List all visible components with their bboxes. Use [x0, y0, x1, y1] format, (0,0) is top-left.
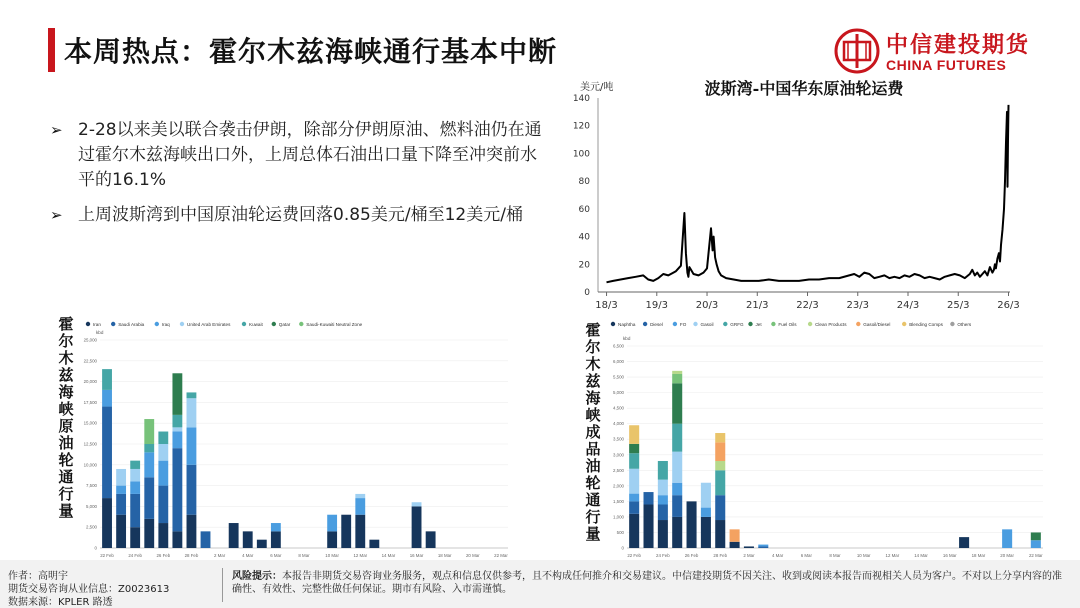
bar-segment [629, 453, 639, 469]
x-tick-label: 8 Mar [298, 553, 310, 558]
x-tick-label: 10 Mar [856, 553, 871, 558]
bar-segment [715, 442, 725, 461]
crude-tanker-side-title: 霍尔木兹海峡原油轮通行量 [58, 315, 74, 520]
bar-segment [144, 519, 154, 548]
bar-segment [355, 494, 365, 498]
y-tick-label: 6,000 [613, 359, 624, 365]
bar-segment [327, 515, 337, 532]
page-title: 本周热点：霍尔木兹海峡通行基本中断 [64, 35, 558, 68]
x-tick-label: 6 Mar [800, 553, 812, 558]
bar-segment [201, 531, 211, 548]
x-tick-label: 21/3 [746, 300, 769, 311]
footer-risk-text: 本报告非期货交易咨询业务服务，观点和信息仅供参考，且不构成任何推介和交易建议。中信建投期货不因关注、收到或阅读本报告而视相关人员为客户。不对以上分享内容的准确性、有效性、完整性做任何保证。期市有风险、入市需谨慎。 [232, 571, 1062, 595]
x-tick-label: 16 Mar [942, 553, 957, 558]
bar-segment [102, 369, 112, 390]
bar-segment [144, 452, 154, 477]
bar-segment [229, 523, 239, 548]
legend-label: Jet [755, 322, 762, 327]
x-tick-label: 2 Mar [743, 553, 755, 558]
bar-segment [130, 494, 140, 527]
bar-segment [172, 448, 182, 531]
legend-label: Others [957, 322, 972, 327]
bar-segment [355, 515, 365, 548]
y-tick-label: 3,500 [613, 436, 624, 442]
bar-segment [715, 470, 725, 495]
y-tick-label: 3,000 [613, 452, 624, 458]
freight-line-chart [560, 76, 1020, 316]
x-tick-label: 18 Mar [971, 553, 986, 558]
x-tick-label: 22/3 [796, 300, 819, 311]
y-tick-label: 100 [572, 149, 590, 160]
legend-label: Clean Products [815, 322, 847, 327]
x-tick-label: 16 Mar [409, 553, 424, 558]
y-tick-label: 80 [578, 177, 590, 188]
legend-swatch [673, 322, 677, 326]
bar-segment [701, 483, 711, 508]
y-tick-label: 5,500 [613, 374, 624, 380]
x-tick-label: 20 Mar [465, 553, 480, 558]
freight-series-line [607, 105, 1009, 282]
bar-segment [658, 480, 668, 496]
legend-label: Diesel [650, 322, 663, 327]
bar-segment [172, 415, 182, 427]
bar-segment [672, 371, 682, 374]
product-tanker-side-title: 霍尔木兹海峡成品油轮通行量 [585, 321, 601, 543]
y-tick-label: 1,500 [613, 498, 624, 504]
bar-segment [1031, 532, 1041, 540]
y-tick-label: 12,500 [83, 441, 97, 447]
legend-swatch [611, 322, 615, 326]
bar-segment [257, 540, 267, 548]
bar-segment [644, 504, 654, 548]
bar-segment [158, 486, 168, 523]
y-tick-label: 5,000 [613, 390, 624, 396]
bullet-item [50, 118, 550, 193]
x-tick-label: 4 Mar [242, 553, 254, 558]
bar-segment [629, 469, 639, 494]
bullet-item [50, 203, 550, 228]
legend-label: Kuwait [249, 322, 263, 327]
bar-segment [629, 501, 639, 513]
legend-swatch [643, 322, 647, 326]
bar-segment [412, 506, 422, 548]
bar-segment [1002, 529, 1012, 548]
x-tick-label: 22 Mar [494, 553, 508, 558]
bar-segment [730, 542, 740, 548]
x-tick-label: 22 Feb [627, 553, 642, 558]
bar-segment [130, 527, 140, 548]
bar-segment [1031, 540, 1041, 548]
logo-name-cn: 中信建投期货 [886, 33, 1031, 58]
y-axis-unit-label: kbd [96, 330, 104, 335]
bar-segment [172, 531, 182, 548]
bar-segment [116, 494, 126, 515]
y-tick-label: 2,000 [613, 483, 624, 489]
bar-segment [187, 392, 197, 398]
bar-segment [644, 492, 654, 504]
x-tick-label: 19/3 [645, 300, 669, 311]
bar-segment [243, 531, 253, 548]
bar-segment [355, 498, 365, 515]
legend-swatch [771, 322, 775, 326]
legend-swatch [299, 322, 303, 326]
legend-label: GRFG [730, 322, 744, 327]
footer-risk-block [232, 570, 1062, 596]
bullet-arrow-icon: ➢ [50, 121, 63, 139]
y-tick-label: 25,000 [83, 337, 97, 343]
bar-segment [187, 465, 197, 515]
y-tick-label: 2,500 [86, 524, 97, 530]
bar-segment [102, 407, 112, 499]
bar-segment [701, 517, 711, 548]
bar-segment [715, 495, 725, 520]
x-tick-label: 25/3 [947, 300, 970, 311]
freight-line-chart-svg [560, 76, 1020, 316]
x-tick-label: 22 Mar [1028, 553, 1043, 558]
legend-label: Fuel Oils [778, 322, 797, 327]
y-tick-label: 5,000 [86, 503, 97, 509]
bar-segment [758, 546, 768, 548]
y-tick-label: 0 [621, 545, 624, 551]
x-tick-label: 24/3 [896, 300, 920, 311]
bar-segment [144, 419, 154, 444]
x-tick-label: 2 Mar [213, 553, 226, 558]
product-tanker-bar-chart [605, 316, 1045, 558]
legend-label: Qatar [278, 322, 291, 327]
footer-author-block [8, 570, 169, 608]
legend-swatch [272, 322, 276, 326]
x-tick-label: 6 Mar [270, 553, 282, 558]
legend-label: Gasoil/Diesel [863, 322, 891, 327]
y-tick-label: 4,500 [613, 405, 624, 411]
bar-segment [271, 531, 281, 548]
bar-segment [327, 531, 337, 548]
y-axis-unit-label: 美元/吨 [580, 82, 614, 93]
y-tick-label: 0 [94, 545, 97, 551]
product-tanker-bar-chart-svg [605, 316, 1045, 558]
bullet-text: 2-28以来美以联合袭击伊朗，除部分伊朗原油、燃料油仍在通过霍尔木兹海峡出口外，上周总体石油出口量下降至冲突前水平的16.1% [78, 120, 542, 190]
x-tick-label: 26 Feb [156, 553, 171, 558]
bar-segment [369, 540, 379, 548]
y-tick-label: 2,500 [613, 467, 624, 473]
x-tick-label: 14 Mar [381, 553, 396, 558]
x-tick-label: 20 Mar [1000, 553, 1014, 558]
x-tick-label: 14 Mar [914, 553, 928, 558]
bar-segment [130, 481, 140, 493]
bar-segment [758, 545, 768, 547]
crude-tanker-bar-chart-svg [80, 316, 510, 558]
x-tick-label: 26 Feb [684, 553, 699, 558]
legend-swatch [902, 322, 906, 326]
legend-swatch [155, 322, 159, 326]
logo-icon [834, 28, 880, 74]
x-tick-label: 20/3 [695, 300, 719, 311]
bar-segment [672, 374, 682, 383]
x-tick-label: 28 Feb [713, 553, 728, 558]
x-tick-label: 24 Feb [656, 553, 670, 558]
legend-label: FO [679, 322, 687, 327]
bar-segment [658, 504, 668, 520]
bar-segment [672, 495, 682, 517]
x-tick-label: 22 Feb [100, 553, 114, 558]
legend-swatch [748, 322, 752, 326]
bar-segment [715, 461, 725, 470]
bar-segment [130, 469, 140, 481]
bar-segment [187, 515, 197, 548]
bullet-arrow-icon: ➢ [50, 206, 63, 224]
bar-segment [672, 517, 682, 548]
bar-segment [959, 537, 969, 548]
footer [0, 560, 1080, 608]
legend-swatch [950, 322, 954, 326]
bar-segment [672, 483, 682, 495]
bar-segment [629, 444, 639, 453]
y-tick-label: 140 [572, 94, 590, 104]
title-accent-bar [48, 28, 55, 72]
bar-segment [658, 495, 668, 504]
bullet-list [50, 118, 550, 238]
legend-label: United Arab Emirates [187, 322, 231, 327]
legend-swatch [111, 322, 115, 326]
y-tick-label: 20 [578, 260, 590, 271]
x-tick-label: 8 Mar [829, 553, 841, 558]
y-tick-label: 40 [578, 232, 590, 243]
bar-segment [116, 486, 126, 494]
bar-segment [629, 425, 639, 444]
x-tick-label: 23/3 [846, 300, 869, 311]
footer-divider [222, 568, 223, 602]
y-tick-label: 10,000 [83, 462, 97, 468]
bar-segment [158, 432, 168, 444]
crude-tanker-bar-chart [80, 316, 510, 558]
bar-segment [271, 523, 281, 531]
legend-swatch [180, 322, 184, 326]
x-tick-label: 28 Feb [184, 553, 199, 558]
x-tick-label: 26/3 [997, 300, 1020, 311]
bar-segment [730, 529, 740, 541]
x-tick-label: 18/3 [595, 300, 618, 311]
logo-name-en: CHINA FUTURES [886, 57, 1007, 73]
bar-segment [629, 514, 639, 548]
legend-label: Naphtha [618, 322, 636, 327]
legend-label: Iraq [161, 322, 170, 327]
bar-segment [701, 508, 711, 517]
bar-segment [144, 477, 154, 519]
bullet-text: 上周波斯湾到中国原油轮运费回落0.85美元/桶至12美元/桶 [78, 205, 523, 225]
x-tick-label: 4 Mar [772, 553, 784, 558]
footer-license: 期货交易咨询从业信息：Z0023613 [8, 584, 170, 595]
legend-label: Iran [93, 322, 101, 327]
bar-segment [172, 432, 182, 449]
y-tick-label: 1,000 [613, 514, 624, 520]
y-tick-label: 15,000 [83, 420, 97, 426]
bar-segment [172, 427, 182, 431]
footer-author: 作者：高明宇 [8, 571, 68, 582]
bar-segment [130, 461, 140, 469]
y-tick-label: 120 [572, 121, 590, 132]
bar-segment [116, 469, 126, 486]
bar-segment [426, 531, 436, 548]
x-tick-label: 12 Mar [353, 553, 368, 558]
bar-segment [715, 520, 725, 548]
legend-swatch [693, 322, 697, 326]
x-tick-label: 18 Mar [437, 553, 452, 558]
legend-swatch [86, 322, 90, 326]
bar-segment [158, 461, 168, 486]
bar-segment [672, 452, 682, 483]
legend-label: Gasoil [700, 322, 714, 327]
x-tick-label: 24 Feb [128, 553, 143, 558]
legend-swatch [856, 322, 860, 326]
bar-segment [744, 546, 754, 548]
footer-source: 数据来源：KPLER 路透 [8, 597, 113, 608]
bar-segment [658, 461, 668, 480]
bar-segment [187, 427, 197, 464]
x-tick-label: 10 Mar [325, 553, 339, 558]
y-tick-label: 60 [578, 204, 590, 215]
bar-segment [144, 444, 154, 452]
bar-segment [658, 520, 668, 548]
bar-segment [715, 433, 725, 442]
y-tick-label: 7,500 [86, 483, 97, 489]
bar-segment [672, 424, 682, 452]
y-tick-label: 6,500 [613, 343, 624, 349]
y-axis-unit-label: kbd [623, 336, 631, 341]
company-logo [834, 28, 1034, 76]
footer-risk-label: 风险提示： [232, 571, 282, 582]
legend-swatch [242, 322, 246, 326]
bar-segment [341, 515, 351, 548]
y-tick-label: 500 [616, 529, 624, 535]
y-tick-label: 0 [584, 288, 590, 298]
bar-segment [102, 498, 112, 548]
legend-label: Blending Comps [909, 322, 943, 327]
legend-label: Saudi Arabia [118, 322, 145, 327]
bar-segment [412, 502, 422, 506]
legend-label: Saudi-Kuwaiti Neutral Zone [306, 322, 363, 327]
legend-swatch [808, 322, 812, 326]
bar-segment [187, 398, 197, 427]
chart-title: 波斯湾-中国华东原油轮运费 [704, 79, 904, 98]
bar-segment [158, 523, 168, 548]
y-tick-label: 20,000 [83, 379, 97, 385]
y-tick-label: 22,500 [83, 358, 97, 364]
x-tick-label: 12 Mar [885, 553, 900, 558]
bar-segment [158, 444, 168, 461]
y-tick-label: 17,500 [83, 399, 97, 405]
bar-segment [672, 383, 682, 423]
bar-segment [629, 494, 639, 502]
bar-segment [102, 390, 112, 407]
bar-segment [172, 373, 182, 415]
bar-segment [116, 515, 126, 548]
y-tick-label: 4,000 [613, 421, 624, 427]
legend-swatch [723, 322, 727, 326]
bar-segment [687, 501, 697, 548]
